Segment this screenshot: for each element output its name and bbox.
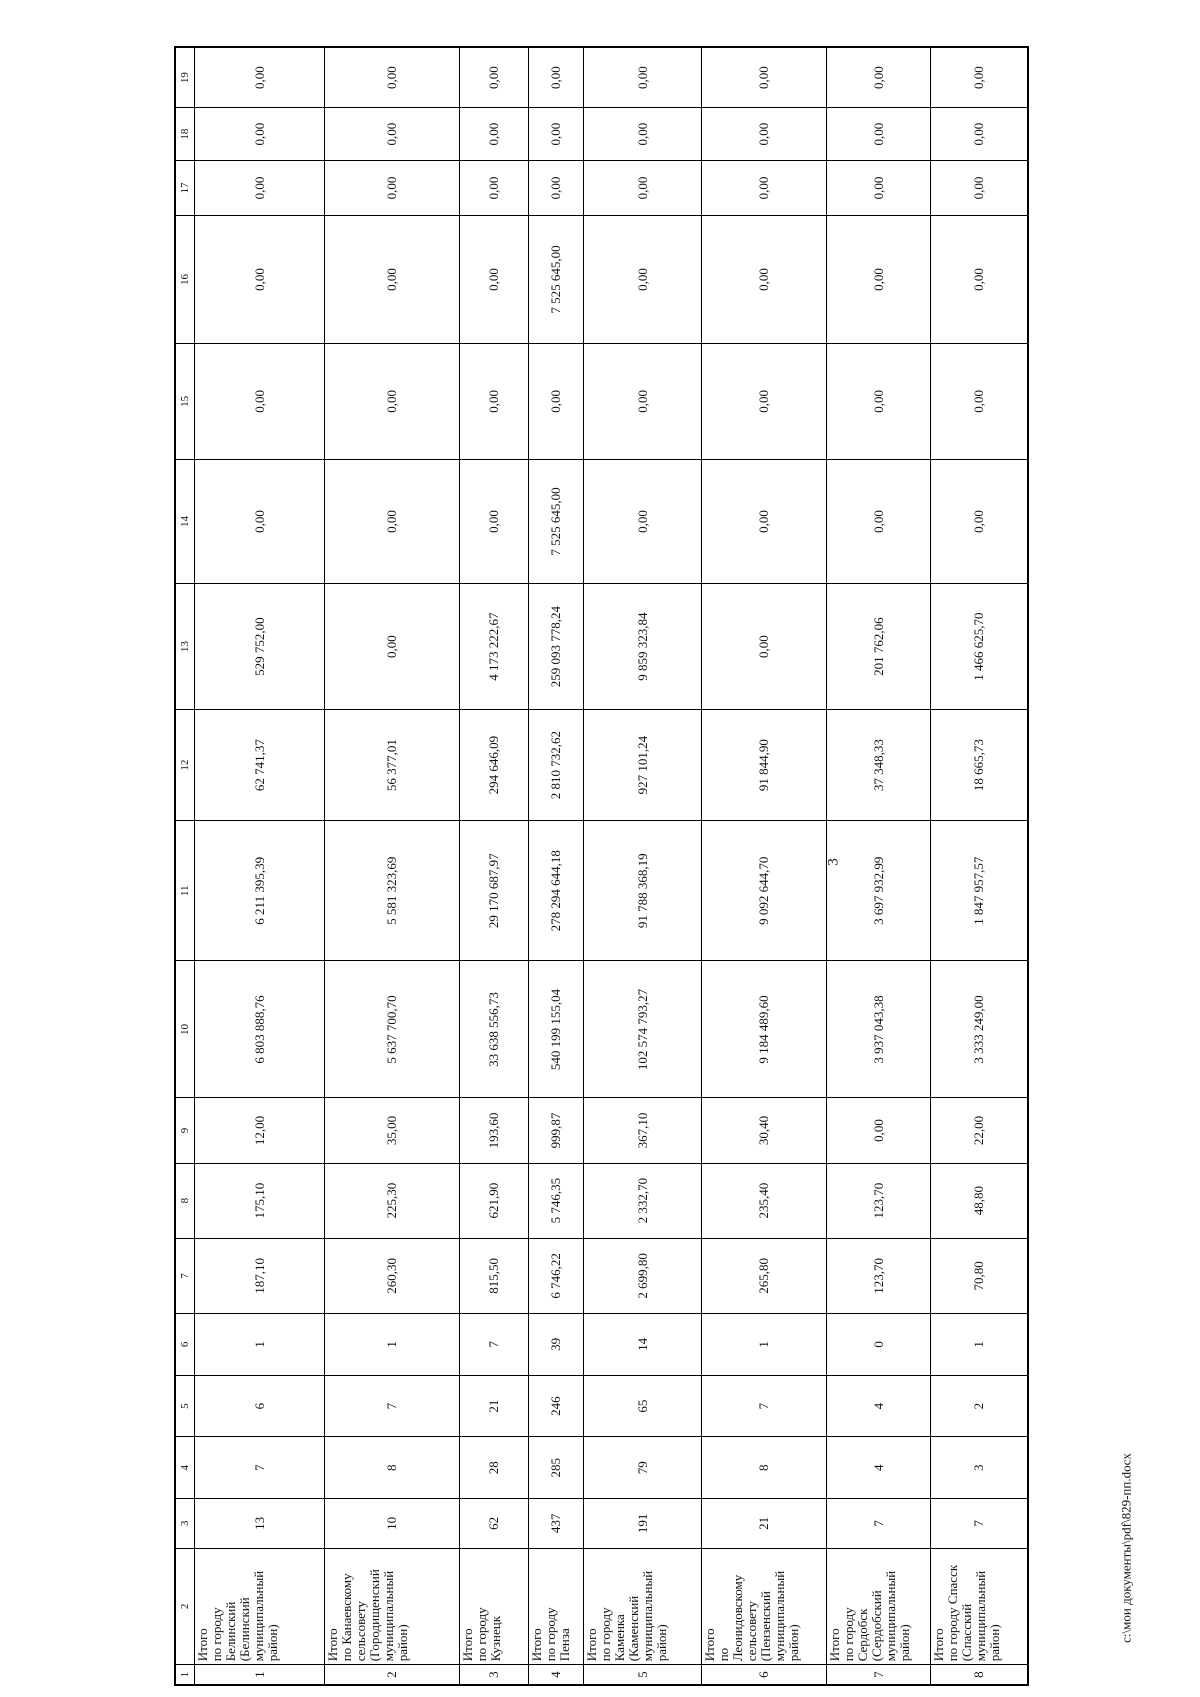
value-cell-c13: 1 466 625,70 — [931, 584, 1028, 710]
value-cell-c4: 7 — [195, 1437, 325, 1499]
value-cell-c17: 0,00 — [827, 161, 931, 216]
value-cell-c10: 33 638 556,73 — [460, 961, 529, 1098]
column-number-12: 12 — [175, 709, 195, 820]
value-cell-c14: 0,00 — [460, 459, 529, 584]
value-cell-c5: 2 — [931, 1375, 1028, 1437]
value-cell-c16: 0,00 — [827, 216, 931, 344]
value-cell-c4: 285 — [529, 1437, 584, 1499]
page-number: 3 — [825, 858, 842, 866]
value-cell-c6: 1 — [702, 1313, 827, 1375]
column-number-19: 19 — [175, 47, 195, 108]
table-row — [931, 47, 1028, 1685]
value-cell-c14: 0,00 — [702, 459, 827, 584]
value-cell-c15: 0,00 — [931, 344, 1028, 460]
table-row — [195, 47, 325, 1685]
value-cell-c3: 10 — [325, 1499, 460, 1548]
value-cell-c16: 0,00 — [195, 216, 325, 344]
value-cell-c10: 102 574 793,27 — [584, 961, 702, 1098]
value-cell-c16: 0,00 — [460, 216, 529, 344]
value-cell-c4: 8 — [702, 1437, 827, 1499]
value-cell-c18: 0,00 — [325, 108, 460, 161]
value-cell-c13: 529 752,00 — [195, 584, 325, 710]
value-cell-c16: 0,00 — [584, 216, 702, 344]
footer-file-path: c:\мои документы\pdf\829-пп.docx — [1118, 1453, 1134, 1643]
value-cell-c8: 2 332,70 — [584, 1163, 702, 1238]
value-cell-c19: 0,00 — [460, 47, 529, 108]
value-cell-c11: 9 092 644,70 — [702, 821, 827, 961]
value-cell-c8: 48,80 — [931, 1163, 1028, 1238]
value-cell-c19: 0,00 — [325, 47, 460, 108]
value-cell-c11: 278 294 644,18 — [529, 821, 584, 961]
value-cell-c13: 0,00 — [702, 584, 827, 710]
value-cell-c4: 3 — [931, 1437, 1028, 1499]
value-cell-c8: 225,30 — [325, 1163, 460, 1238]
value-cell-c8: 175,10 — [195, 1163, 325, 1238]
value-cell-c5: 7 — [702, 1375, 827, 1437]
row-number-cell: 3 — [460, 1665, 529, 1685]
value-cell-c9: 35,00 — [325, 1098, 460, 1163]
row-number-cell: 7 — [827, 1665, 931, 1685]
value-cell-c7: 187,10 — [195, 1238, 325, 1313]
value-cell-c12: 91 844,90 — [702, 709, 827, 820]
value-cell-c17: 0,00 — [702, 161, 827, 216]
value-cell-c15: 0,00 — [195, 344, 325, 460]
value-cell-c12: 927 101,24 — [584, 709, 702, 820]
value-cell-c9: 30,40 — [702, 1098, 827, 1163]
value-cell-c12: 18 665,73 — [931, 709, 1028, 820]
value-cell-c10: 5 637 700,70 — [325, 961, 460, 1098]
value-cell-c12: 2 810 732,62 — [529, 709, 584, 820]
municipality-name-cell: Итого по городу Каменка (Каменский муниципальный район) — [584, 1548, 702, 1665]
value-cell-c19: 0,00 — [529, 47, 584, 108]
value-cell-c7: 265,80 — [702, 1238, 827, 1313]
column-number-2: 2 — [175, 1548, 195, 1665]
value-cell-c4: 8 — [325, 1437, 460, 1499]
municipality-name-cell: Итого по городу Сердобск (Сердобский муниципальный район) — [827, 1548, 931, 1665]
municipality-name-cell: Итого по городу Белинский (Белинский муниципальный район) — [195, 1548, 325, 1665]
municipality-name-cell: Итого по городу Пенза — [529, 1548, 584, 1665]
value-cell-c16: 0,00 — [702, 216, 827, 344]
value-cell-c14: 0,00 — [325, 459, 460, 584]
value-cell-c5: 246 — [529, 1375, 584, 1437]
value-cell-c14: 0,00 — [931, 459, 1028, 584]
value-cell-c12: 37 348,33 — [827, 709, 931, 820]
value-cell-c17: 0,00 — [931, 161, 1028, 216]
value-cell-c12: 294 646,09 — [460, 709, 529, 820]
municipality-name-cell: Итого по Канаевскому сельсовету (Городищенский муниципальный район) — [325, 1548, 460, 1665]
value-cell-c9: 367,10 — [584, 1098, 702, 1163]
header-row — [175, 47, 195, 1685]
column-number-9: 9 — [175, 1098, 195, 1163]
value-cell-c15: 0,00 — [325, 344, 460, 460]
table-row — [325, 47, 460, 1685]
value-cell-c7: 815,50 — [460, 1238, 529, 1313]
value-cell-c18: 0,00 — [460, 108, 529, 161]
value-cell-c5: 6 — [195, 1375, 325, 1437]
value-cell-c3: 191 — [584, 1499, 702, 1548]
value-cell-c19: 0,00 — [931, 47, 1028, 108]
row-number-cell: 6 — [702, 1665, 827, 1685]
value-cell-c7: 260,30 — [325, 1238, 460, 1313]
value-cell-c9: 999,87 — [529, 1098, 584, 1163]
value-cell-c3: 7 — [827, 1499, 931, 1548]
column-number-6: 6 — [175, 1313, 195, 1375]
value-cell-c11: 3 697 932,99 — [827, 821, 931, 961]
value-cell-c8: 621,90 — [460, 1163, 529, 1238]
value-cell-c10: 540 199 155,04 — [529, 961, 584, 1098]
column-number-14: 14 — [175, 459, 195, 584]
value-cell-c13: 259 093 778,24 — [529, 584, 584, 710]
row-number-cell: 5 — [584, 1665, 702, 1685]
value-cell-c14: 7 525 645,00 — [529, 459, 584, 584]
value-cell-c3: 21 — [702, 1499, 827, 1548]
value-cell-c6: 0 — [827, 1313, 931, 1375]
table-row — [827, 47, 931, 1685]
row-number-cell: 1 — [195, 1665, 325, 1685]
column-number-1: 1 — [175, 1665, 195, 1685]
municipality-name-cell: Итого по городу Спасск (Спасский муниципальный район) — [931, 1548, 1028, 1665]
value-cell-c13: 9 859 323,84 — [584, 584, 702, 710]
value-cell-c3: 437 — [529, 1499, 584, 1548]
value-cell-c10: 9 184 489,60 — [702, 961, 827, 1098]
value-cell-c19: 0,00 — [584, 47, 702, 108]
value-cell-c10: 6 803 888,76 — [195, 961, 325, 1098]
value-cell-c4: 4 — [827, 1437, 931, 1499]
value-cell-c10: 3 333 249,00 — [931, 961, 1028, 1098]
table-row — [584, 47, 702, 1685]
value-cell-c17: 0,00 — [195, 161, 325, 216]
column-number-7: 7 — [175, 1238, 195, 1313]
value-cell-c12: 62 741,37 — [195, 709, 325, 820]
value-cell-c16: 0,00 — [931, 216, 1028, 344]
value-cell-c10: 3 937 043,38 — [827, 961, 931, 1098]
value-cell-c7: 6 746,22 — [529, 1238, 584, 1313]
value-cell-c17: 0,00 — [529, 161, 584, 216]
row-number-cell: 4 — [529, 1665, 584, 1685]
value-cell-c11: 91 788 368,19 — [584, 821, 702, 961]
value-cell-c15: 0,00 — [460, 344, 529, 460]
table-container — [174, 46, 1024, 1686]
value-cell-c8: 235,40 — [702, 1163, 827, 1238]
value-cell-c12: 56 377,01 — [325, 709, 460, 820]
value-cell-c8: 123,70 — [827, 1163, 931, 1238]
value-cell-c7: 2 699,80 — [584, 1238, 702, 1313]
table-body — [175, 47, 1028, 1685]
value-cell-c15: 0,00 — [702, 344, 827, 460]
value-cell-c5: 21 — [460, 1375, 529, 1437]
column-number-15: 15 — [175, 344, 195, 460]
column-number-16: 16 — [175, 216, 195, 344]
value-cell-c17: 0,00 — [584, 161, 702, 216]
value-cell-c19: 0,00 — [702, 47, 827, 108]
value-cell-c18: 0,00 — [827, 108, 931, 161]
value-cell-c9: 22,00 — [931, 1098, 1028, 1163]
value-cell-c11: 6 211 395,39 — [195, 821, 325, 961]
value-cell-c16: 0,00 — [325, 216, 460, 344]
value-cell-c5: 7 — [325, 1375, 460, 1437]
value-cell-c7: 123,70 — [827, 1238, 931, 1313]
column-number-17: 17 — [175, 161, 195, 216]
municipality-name-cell: Итого по городу Кузнецк — [460, 1548, 529, 1665]
value-cell-c9: 12,00 — [195, 1098, 325, 1163]
value-cell-c11: 29 170 687,97 — [460, 821, 529, 961]
value-cell-c14: 0,00 — [195, 459, 325, 584]
value-cell-c5: 4 — [827, 1375, 931, 1437]
value-cell-c15: 0,00 — [584, 344, 702, 460]
value-cell-c6: 1 — [195, 1313, 325, 1375]
data-table — [174, 46, 1029, 1686]
value-cell-c18: 0,00 — [529, 108, 584, 161]
value-cell-c14: 0,00 — [584, 459, 702, 584]
column-number-18: 18 — [175, 108, 195, 161]
value-cell-c3: 62 — [460, 1499, 529, 1548]
column-number-3: 3 — [175, 1499, 195, 1548]
value-cell-c6: 1 — [931, 1313, 1028, 1375]
value-cell-c17: 0,00 — [460, 161, 529, 216]
value-cell-c19: 0,00 — [195, 47, 325, 108]
value-cell-c6: 39 — [529, 1313, 584, 1375]
row-number-cell: 8 — [931, 1665, 1028, 1685]
value-cell-c19: 0,00 — [827, 47, 931, 108]
value-cell-c14: 0,00 — [827, 459, 931, 584]
column-number-10: 10 — [175, 961, 195, 1098]
value-cell-c16: 7 525 645,00 — [529, 216, 584, 344]
value-cell-c7: 70,80 — [931, 1238, 1028, 1313]
table-row — [702, 47, 827, 1685]
value-cell-c18: 0,00 — [931, 108, 1028, 161]
value-cell-c13: 4 173 222,67 — [460, 584, 529, 710]
value-cell-c11: 1 847 957,57 — [931, 821, 1028, 961]
value-cell-c15: 0,00 — [529, 344, 584, 460]
column-number-11: 11 — [175, 821, 195, 961]
column-number-13: 13 — [175, 584, 195, 710]
value-cell-c18: 0,00 — [584, 108, 702, 161]
value-cell-c8: 5 746,35 — [529, 1163, 584, 1238]
value-cell-c5: 65 — [584, 1375, 702, 1437]
value-cell-c6: 14 — [584, 1313, 702, 1375]
table-row — [529, 47, 584, 1685]
value-cell-c11: 5 581 323,69 — [325, 821, 460, 961]
row-number-cell: 2 — [325, 1665, 460, 1685]
column-number-4: 4 — [175, 1437, 195, 1499]
value-cell-c17: 0,00 — [325, 161, 460, 216]
value-cell-c18: 0,00 — [195, 108, 325, 161]
column-number-8: 8 — [175, 1163, 195, 1238]
value-cell-c18: 0,00 — [702, 108, 827, 161]
value-cell-c6: 1 — [325, 1313, 460, 1375]
value-cell-c13: 201 762,06 — [827, 584, 931, 710]
value-cell-c3: 7 — [931, 1499, 1028, 1548]
value-cell-c13: 0,00 — [325, 584, 460, 710]
municipality-name-cell: Итого по Леонидовскому сельсовету (Пензенский муниципальный район) — [702, 1548, 827, 1665]
table-row — [460, 47, 529, 1685]
value-cell-c15: 0,00 — [827, 344, 931, 460]
value-cell-c9: 0,00 — [827, 1098, 931, 1163]
value-cell-c3: 13 — [195, 1499, 325, 1548]
value-cell-c6: 7 — [460, 1313, 529, 1375]
value-cell-c9: 193,60 — [460, 1098, 529, 1163]
value-cell-c4: 79 — [584, 1437, 702, 1499]
value-cell-c4: 28 — [460, 1437, 529, 1499]
column-number-5: 5 — [175, 1375, 195, 1437]
